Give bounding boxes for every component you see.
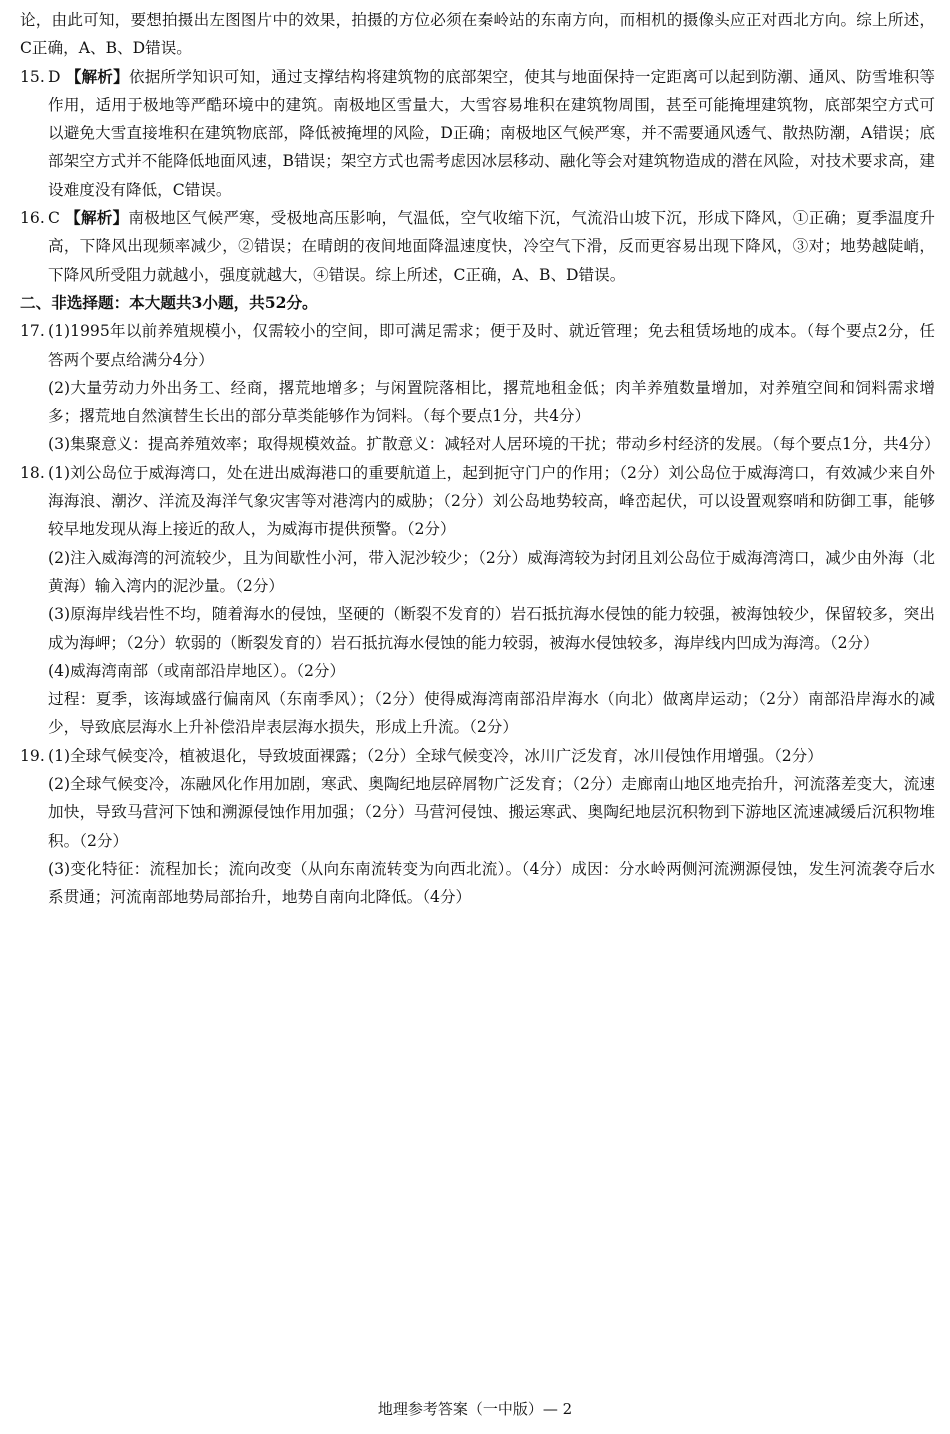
question-19 (20, 742, 935, 912)
answer-content (20, 6, 940, 912)
answer-part: (3)原海岸线岩性不均，随着海水的侵蚀，坚硬的（断裂不发育的）岩石抵抗海水侵蚀的能力较强，被海蚀较少，保留较多，突出成为海岬；（2分）软弱的（断裂发育的）岩石抵抗海水侵蚀的能力较弱，被海水侵蚀较多，海岸线内凹成为海湾。（2分） (48, 605, 935, 652)
answer-part: (4)威海湾南部（或南部沿岸地区）。（2分） (48, 661, 346, 680)
answer-part: (1)1995年以前养殖规模小，仅需较小的空间，即可满足需求；便于及时、就近管理；免去租赁场地的成本。（每个要点2分，任答两个要点给满分4分） (48, 322, 935, 369)
page-footer: 地理参考答案（一中版）— 2 (377, 1400, 573, 1418)
question-number: 19. (20, 746, 45, 765)
answer-part: (1)全球气候变冷，植被退化，导致坡面裸露；（2分）全球气候变冷，冰川广泛发育，冰川侵蚀作用增强。（2分） (48, 746, 823, 765)
question-18 (20, 459, 935, 742)
section-heading: 二、非选择题：本大题共3小题，共52分。 (20, 292, 318, 312)
answer-part: (3)变化特征：流程加长；流向改变（从向东南流转变为向西北流）。（4分）成因：分水岭两侧河流溯源侵蚀，发生河流袭夺后水系贯通；河流南部地势局部抬升，地势自南向北降低。（4分） (48, 859, 935, 907)
analysis-text: 依据所学知识可知，通过支撑结构将建筑物的底部架空，使其与地面保持一定距离可以起到防潮、通风、防雪堆积等作用，适用于极地等严酷环境中的建筑。南极地区雪量大，大雪容易堆积在建筑物周围，甚至可能掩埋建筑物，底部架空方式可以避免大雪直接堆积在建筑物底部，降低被掩埋的风险，D正确；南极地区气候严寒，并不需要通风透气、散热防潮，A错误；底部架空方式并不能降低地面风速，B错误；架空方式也需考虑因冰层移动、融化等会对建筑物造成的潜在风险，对技术要求高，建设难度没有降低，C错误。 (48, 67, 935, 199)
question-16 (20, 204, 935, 289)
analysis-tag: 【解析】 (65, 208, 129, 228)
question-number: 18. (20, 463, 45, 482)
analysis-text: 南极地区气候严寒，受极地高压影响，气温低，空气收缩下沉，气流沿山坡下沉，形成下降风，①正确；夏季温度升高，下降风出现频率减少，②错误；在晴朗的夜间地面降温速度快，冷空气下滑，反而更容易出现下降风，③对；地势越陡峭，下降风所受阻力就越小，强度就越大，④错误。综上所述，C正确，A、B、D错误。 (48, 209, 935, 284)
continued-answer-text: 论，由此可知，要想拍摄出左图图片中的效果，拍摄的方位必须在秦岭站的东南方向，而相机的摄像头应正对西北方向。综上所述，C正确，A、B、D错误。 (20, 11, 935, 58)
question-15 (20, 63, 935, 204)
answer-choice: D (48, 67, 61, 86)
question-number: 16. (20, 209, 45, 228)
answer-choice: C (48, 209, 60, 228)
analysis-tag: 【解析】 (65, 66, 129, 86)
answer-part: (2)全球气候变冷，冻融风化作用加剧，寒武、奥陶纪地层碎屑物广泛发育；（2分）走廊南山地区地壳抬升，河流落差变大，流速加快，导致马营河下蚀和溯源侵蚀作用加强；（2分）马营河侵蚀、搬运寒武、奥陶纪地层沉积物到下游地区流速减缓后沉积物堆积。（2分） (48, 775, 935, 850)
answer-part: (1)刘公岛位于威海湾口，处在进出威海港口的重要航道上，起到扼守门户的作用；（2分）刘公岛位于威海湾口，有效减少来自外海海浪、潮汐、洋流及海洋气象灾害等对港湾内的威胁；（2分）刘公岛地势较高，峰峦起伏，可以设置观察哨和防御工事，能够较早地发现从海上接近的敌人，为威海市提供预警。（2分） (48, 463, 935, 539)
answer-part: 过程：夏季，该海域盛行偏南风（东南季风）；（2分）使得威海湾南部沿岸海水（向北）做离岸运动；（2分）南部沿岸海水的减少，导致底层海水上升补偿沿岸表层海水损失，形成上升流。（2分） (48, 690, 935, 737)
question-number: 17. (20, 322, 45, 341)
answer-part: (3)集聚意义：提高养殖效率；取得规模效益。扩散意义：减轻对人居环境的干扰；带动乡村经济的发展。（每个要点1分，共4分） (48, 435, 940, 454)
question-17 (20, 317, 940, 458)
answer-part: (2)注入威海湾的河流较少，且为间歇性小河，带入泥沙较少；（2分）威海湾较为封闭且刘公岛位于威海湾湾口，减少由外海（北黄海）输入湾内的泥沙量。（2分） (48, 548, 935, 595)
answer-part: (2)大量劳动力外出务工、经商，撂荒地增多；与闲置院落相比，撂荒地租金低；肉羊养殖数量增加，对养殖空间和饲料需求增多；撂荒地自然演替生长出的部分草类能够作为饲料。（每个要点1分，共4分） (48, 378, 935, 426)
question-number: 15. (20, 67, 45, 86)
